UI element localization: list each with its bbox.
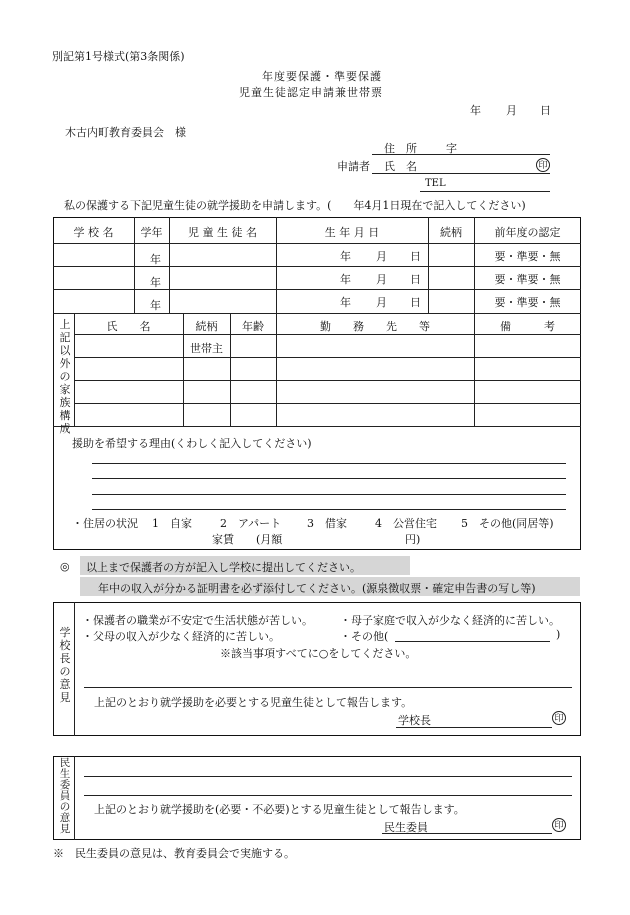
header-prior-cert: 前年度の認定	[494, 226, 561, 239]
date-month: 月	[506, 104, 517, 117]
principal-item-1[interactable]: ・保護者の職業が不安定で生活状態が苦しい。	[82, 614, 313, 627]
reason-label: 援助を希望する理由(くわしく記入してください)	[72, 437, 312, 450]
welfare-seal-mark: 印	[552, 818, 566, 832]
rent-yen: 円)	[405, 533, 421, 546]
row1-grade-unit: 年	[150, 253, 161, 266]
tel-label: TEL	[425, 178, 446, 189]
applicant-name-field[interactable]	[372, 173, 550, 174]
note-mark: ◎	[60, 560, 70, 573]
housing-option-5[interactable]: 5 その他(同居等)	[461, 517, 554, 530]
row3-grade-unit: 年	[150, 299, 161, 312]
addressee: 木古内町教育委員会 様	[65, 126, 186, 139]
principal-item-3[interactable]: ・父母の収入が少なく経済的に苦しい。	[82, 630, 280, 643]
welfare-side-label: 民生委員の意見	[59, 757, 71, 835]
date-day: 日	[540, 104, 551, 117]
row1-dob-day: 日	[410, 250, 421, 263]
welfare-sign-label: 民生委員	[384, 821, 428, 834]
principal-sign-field[interactable]	[396, 727, 552, 728]
row2-grade-unit: 年	[150, 276, 161, 289]
reason-line-1[interactable]	[92, 463, 566, 464]
principal-seal-mark: 印	[552, 711, 566, 725]
row1-dob-month: 月	[376, 250, 387, 263]
family-header-workplace: 勤 務 先 等	[320, 320, 430, 333]
principal-instruction: ※該当事項すべてに○をしてください。	[220, 647, 417, 660]
row2-dob-year: 年	[340, 273, 351, 286]
header-relation: 続柄	[440, 226, 462, 239]
welfare-sign-field[interactable]	[382, 833, 552, 834]
welfare-line-2[interactable]	[84, 795, 572, 796]
footnote: ※ 民生委員の意見は、教育委員会で実施する。	[53, 847, 295, 860]
tel-field[interactable]	[420, 191, 550, 192]
row3-dob-month: 月	[376, 296, 387, 309]
form-title-line2: 児童生徒認定申請兼世帯票	[239, 86, 383, 99]
principal-sign-label: 学校長	[398, 714, 431, 727]
row3-prior-options[interactable]: 要・準要・無	[494, 296, 561, 309]
note2: 年中の収入が分かる証明書を必ず添付してください。(源泉徴収票・確定申告書の写し等)	[98, 582, 536, 595]
head-of-household: 世帯主	[190, 342, 223, 355]
address-label: 住 所	[384, 142, 417, 155]
housing-label: ・住居の状況	[72, 517, 138, 530]
name-label: 氏 名	[384, 160, 417, 173]
form-title-line1: 年度要保護・準要保護	[262, 70, 382, 83]
principal-opinion-line[interactable]	[84, 687, 572, 688]
request-statement: 私の保護する下記児童生徒の就学援助を申請します。( 年4月1日現在で記入してください)	[64, 199, 526, 212]
aza-label: 字	[446, 142, 457, 155]
row2-prior-options[interactable]: 要・準要・無	[494, 273, 561, 286]
header-birthdate: 生 年 月 日	[324, 226, 380, 239]
welfare-opinion-box	[53, 756, 581, 840]
row1-prior-options[interactable]: 要・準要・無	[494, 250, 561, 263]
reason-line-2[interactable]	[92, 478, 566, 479]
family-side-label: 上記以外の家族構成	[59, 318, 71, 435]
principal-item-4[interactable]: ・その他(	[340, 630, 389, 643]
family-header-age: 年齢	[242, 320, 264, 333]
form-number: 別記第1号様式(第3条関係)	[52, 50, 185, 63]
row2-dob-month: 月	[376, 273, 387, 286]
principal-item-2[interactable]: ・母子家庭で収入が少なく経済的に苦しい。	[340, 614, 560, 627]
family-header-remarks: 備 考	[500, 320, 555, 333]
housing-option-3[interactable]: 3 借家	[307, 517, 347, 530]
welfare-report: 上記のとおり就学援助を(必要・不必要)とする児童生徒として報告します。	[94, 803, 465, 816]
principal-report: 上記のとおり就学援助を必要とする児童生徒として報告します。	[94, 696, 413, 709]
row1-dob-year: 年	[340, 250, 351, 263]
principal-side-label: 学校長の意見	[59, 626, 71, 704]
housing-option-4[interactable]: 4 公営住宅	[375, 517, 437, 530]
principal-item-4-close: )	[556, 628, 561, 641]
housing-option-1[interactable]: 1 自家	[152, 517, 192, 530]
row3-dob-day: 日	[410, 296, 421, 309]
header-school: 学 校 名	[73, 226, 114, 239]
welfare-line-1[interactable]	[84, 776, 572, 777]
rent-label: 家賃 (月額	[212, 533, 283, 546]
row3-dob-year: 年	[340, 296, 351, 309]
family-header-name: 氏 名	[106, 320, 151, 333]
housing-option-2[interactable]: 2 アパート	[220, 517, 282, 530]
family-header-relation: 続柄	[195, 320, 218, 333]
row2-dob-day: 日	[410, 273, 421, 286]
note1: 以上まで保護者の方が記入し学校に提出してください。	[86, 561, 361, 574]
applicant-seal-mark: 印	[536, 158, 550, 172]
reason-line-3[interactable]	[92, 494, 566, 495]
applicant-label: 申請者	[337, 160, 370, 173]
header-student-name: 児 童 生 徒 名	[188, 226, 257, 239]
reason-line-4[interactable]	[92, 509, 566, 510]
principal-other-field[interactable]	[395, 641, 550, 642]
date-year: 年	[470, 104, 481, 117]
address-field[interactable]	[372, 154, 550, 155]
header-grade: 学年	[140, 226, 163, 239]
